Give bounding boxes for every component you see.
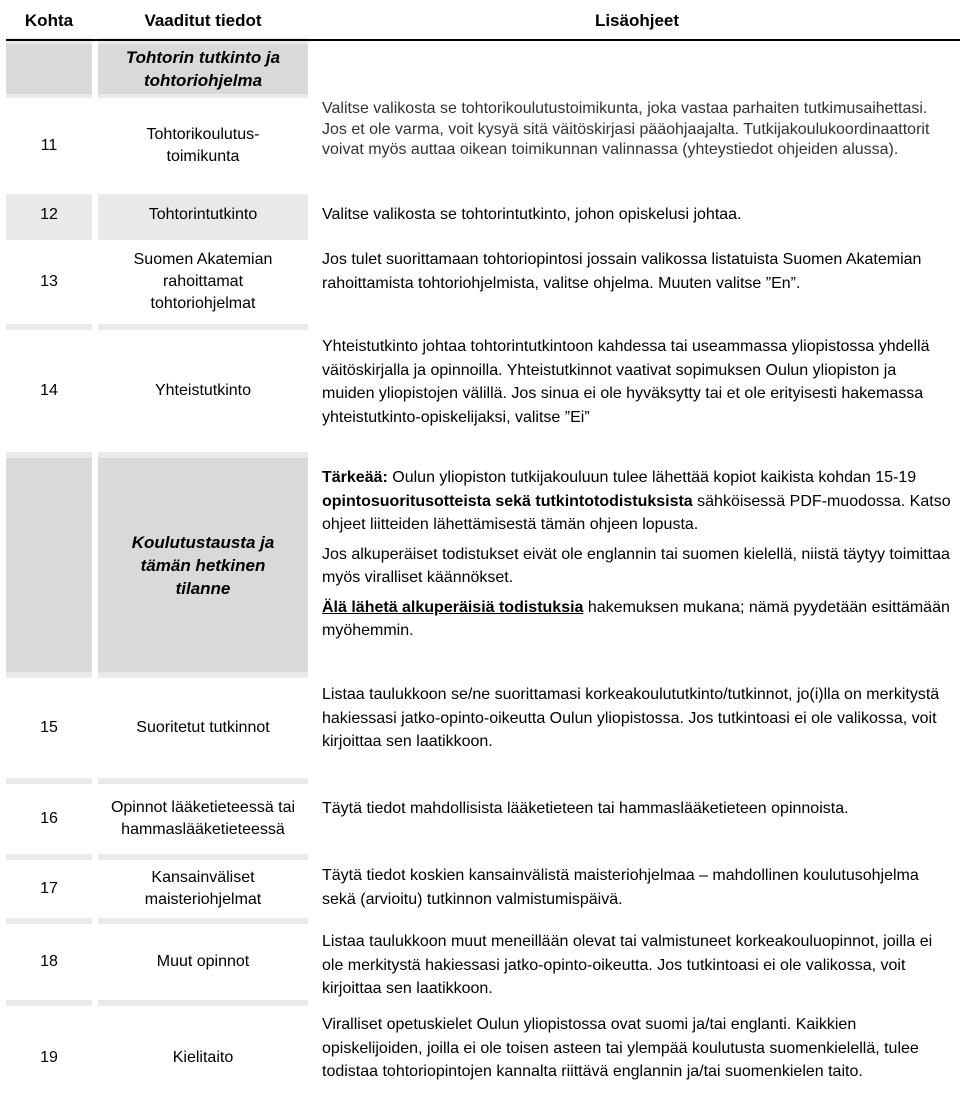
row-13-instructions: Jos tulet suorittamaan tohtoriopintosi jossain valikossa listatuista Suomen Akatemian rahoittamista tohtoriohjelmista, valitse ohjelma. Muuten valitse ”En”. — [322, 251, 922, 292]
row-12-instructions: Valitse valikosta se tohtorintutkinto, johon opiskelusi johtaa. — [322, 206, 742, 223]
row-11-required: Tohtorikoulutus-toimikunta — [146, 126, 260, 165]
important-label: Tärkeää: — [322, 469, 388, 486]
row-16-required: Opinnot lääketieteessä tai hammaslääketieteessä — [110, 799, 296, 838]
row-16-instructions: Täytä tiedot mahdollisista lääketieteen tai hammaslääketieteen opinnoista. — [322, 800, 849, 817]
row-13-number: 13 — [40, 273, 58, 290]
row-12-required: Tohtorintutkinto — [148, 206, 258, 223]
originals-warning-bold: Älä lähetä alkuperäisiä todistuksia — [322, 598, 584, 616]
row-19-instructions: Viralliset opetuskielet Oulun yliopistossa ovat suomi ja/tai englanti. Kaikkien opiskelijoiden, joilla ei ole toisen asteen tai ylempää koulutusta suomenkielellä, tulee todistaa tohtoriopintojen kannalta riittävä englannin ja/tai suomenkielen taito. — [322, 1016, 919, 1080]
row-14-instructions: Yhteistutkinto johtaa tohtorintutkintoon kahdessa tai useammassa yliopistossa yhdellä väitöskirjalla ja opinnoilla. Yhteistutkinnot vaativat sopimuksen Oulun yliopiston ja muiden yliopistojen välillä. Jos sinua ei ole hyväksytty tai et ole erityisesti hakemassa yhteistutkinto-opiskelijaksi, valitse ”Ei” — [322, 338, 930, 426]
row-17-required: Kansainväliset maisteriohjelmat — [144, 869, 262, 908]
important-documents: opintosuoritusotteista sekä tutkintotodistuksista — [322, 492, 693, 510]
row-15-required: Suoritetut tutkinnot — [136, 719, 270, 736]
row-19-required: Kielitaito — [172, 1049, 234, 1066]
header-divider — [6, 39, 960, 41]
section-2-number-cell — [6, 458, 92, 672]
header-vaaditut-tiedot: Vaaditut tiedot — [98, 4, 308, 38]
header-lisaohjeet: Lisäohjeet — [314, 4, 960, 38]
header-kohta: Kohta — [6, 4, 92, 38]
row-18-number: 18 — [40, 953, 58, 970]
row-16-number: 16 — [40, 810, 58, 827]
row-18-instructions: Listaa taulukkoon muut meneillään olevat tai valmistuneet korkeakouluopinnot, joilla ei ole merkitystä hakiessasi jatko-opinto-oikeutta. Jos tutkintoasi ei ole valikossa, voit kirjoittaa sen laatikkoon. — [322, 933, 933, 997]
row-13-required: Suomen Akatemian rahoittamat tohtoriohjelmat — [133, 251, 273, 312]
row-17-number: 17 — [40, 880, 58, 897]
row-17-instructions: Täytä tiedot koskien kansainvälistä maisteriohjelmaa – mahdollinen koulutusohjelma sekä (arvioitu) tutkinnon valmistumispäivä. — [322, 867, 919, 908]
row-15-instructions: Listaa taulukkoon se/ne suorittamasi korkeakoulututkinto/tutkinnot, jo(i)lla on merkitystä hakiessasi jatko-opinto-oikeutta Oulun yliopistossa. Jos tutkintoasi ei ole valikossa, voit kirjoittaa sen laatikkoon. — [322, 686, 940, 750]
section-number-cell — [6, 44, 92, 94]
row-11-number: 11 — [40, 137, 58, 154]
row-11-instructions: Valitse valikosta se tohtorikoulutustoimikunta, joka vastaa parhaiten tutkimusaihettasi. Jos et ole varma, voit kysyä sitä väitöskirjasi pääohjaajalta. Tutkijakoulukoordinaattorit voivat myös auttaa oikean toimikunnan valinnassa (yhteystiedot ohjeiden alussa). — [322, 100, 930, 158]
section-title-koulutustausta: Koulutustausta ja tämän hetkinen tilanne — [98, 458, 308, 672]
section-title-tohtorin-tutkinto: Tohtorin tutkinto ja tohtoriohjelma — [98, 44, 308, 94]
row-18-required: Muut opinnot — [156, 953, 250, 970]
row-15-number: 15 — [40, 719, 58, 736]
important-notice: Tärkeää: Oulun yliopiston tutkijakouluun tulee lähettää kopiot kaikista kohdan 15-19 opintosuoritusotteista sekä tutkintotodistuksista sähköisessä PDF-muodossa. Katso ohjeet liitteiden lähettämisestä tämän ohjeen lopusta. — [322, 469, 951, 533]
row-14-required: Yhteistutkinto — [154, 382, 252, 399]
row-19-number: 19 — [40, 1049, 58, 1066]
translation-note: Jos alkuperäiset todistukset eivät ole englannin tai suomen kielellä, niistä täytyy toimittaa myös viralliset käännökset. — [322, 545, 950, 586]
section-2-instructions — [322, 466, 952, 643]
originals-warning: Älä lähetä alkuperäisiä todistuksia hakemuksen mukana; nämä pyydetään esittämään myöhemmin. — [322, 598, 950, 639]
row-12-number: 12 — [40, 206, 58, 223]
row-14-number: 14 — [40, 382, 58, 399]
